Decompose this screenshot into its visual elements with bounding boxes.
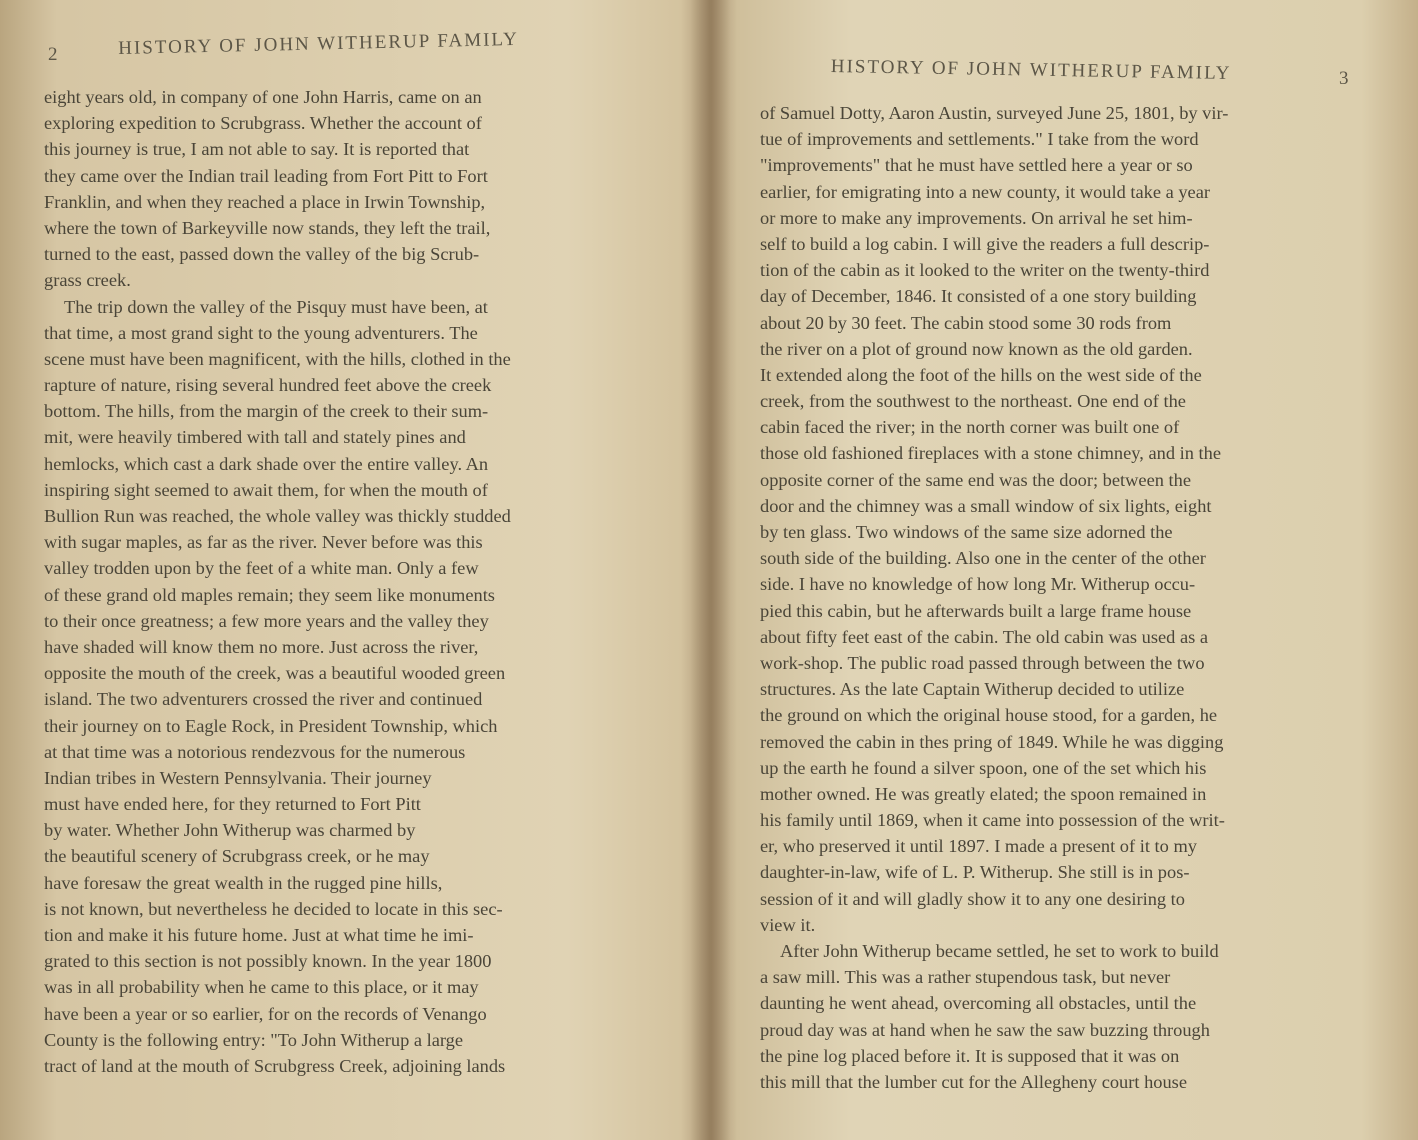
text-line: scene must have been magnificent, with the hills, clothed in the bbox=[44, 348, 511, 369]
text-line: tract of land at the mouth of Scrubgress Creek, adjoining lands bbox=[44, 1055, 506, 1076]
text-line: bottom. The hills, from the margin of the creek to their sum- bbox=[44, 401, 489, 422]
text-line: about 20 by 30 feet. The cabin stood some 30 rods from bbox=[760, 312, 1172, 333]
text-line: this journey is true, I am not able to say. It is reported that bbox=[44, 139, 470, 160]
text-line: opposite the mouth of the creek, was a beautiful wooded green bbox=[44, 663, 506, 684]
text-line: eight years old, in company of one John Harris, came on an bbox=[44, 87, 482, 107]
text-line: side. I have no knowledge of how long Mr. Witherup occu- bbox=[760, 574, 1196, 595]
text-line: mother owned. He was greatly elated; the spoon remained in bbox=[760, 783, 1207, 804]
text-line: to their once greatness; a few more years and the valley they bbox=[44, 610, 489, 631]
text-line: inspiring sight seemed to await them, for when the mouth of bbox=[44, 479, 488, 500]
text-line: mit, were heavily timbered with tall and stately pines and bbox=[44, 427, 466, 448]
text-line: session of it and will gladly show it to any one desiring to bbox=[760, 888, 1185, 909]
text-line: the river on a plot of ground now known as the old garden. bbox=[760, 338, 1193, 359]
text-line: After John Witherup became settled, he set to work to build bbox=[780, 941, 1219, 961]
text-line: have been a year or so earlier, for on the records of Venango bbox=[44, 1003, 487, 1024]
text-line: those old fashioned fireplaces with a stone chimney, and in the bbox=[760, 443, 1221, 464]
text-line: at that time was a notorious rendezvous for the numerous bbox=[44, 741, 466, 762]
text-line: of these grand old maples remain; they seem like monuments bbox=[44, 584, 495, 605]
text-line: or more to make any improvements. On arrival he set him- bbox=[760, 207, 1193, 228]
right-page bbox=[709, 0, 1418, 1140]
text-line: the ground on which the original house stood, for a garden, he bbox=[760, 705, 1218, 726]
text-line: Bullion Run was reached, the whole valley was thickly studded bbox=[44, 506, 511, 526]
text-line: Indian tribes in Western Pennsylvania. Their journey bbox=[44, 767, 432, 788]
text-line: island. The two adventurers crossed the river and continued bbox=[44, 689, 483, 710]
text-line: tue of improvements and settlements." I take from the word bbox=[760, 129, 1199, 150]
text-line: "improvements" that he must have settled here a year or so bbox=[760, 155, 1193, 176]
text-line: have shaded will know them no more. Just across the river, bbox=[44, 636, 479, 657]
text-line: day of December, 1846. It consisted of a one story building bbox=[760, 286, 1197, 307]
text-line: where the town of Barkeyville now stands, they left the trail, bbox=[44, 217, 491, 238]
text-line: is not known, but nevertheless he decided to locate in this sec- bbox=[44, 898, 503, 919]
text-line: their journey on to Eagle Rock, in President Township, which bbox=[44, 715, 498, 736]
text-line: that time, a most grand sight to the young adventurers. The bbox=[44, 322, 478, 343]
text-line: exploring expedition to Scrubgrass. Whether the account of bbox=[44, 113, 482, 134]
text-line: daunting he went ahead, overcoming all obstacles, until the bbox=[760, 993, 1197, 1014]
text-line: County is the following entry: "To John Witherup a large bbox=[44, 1029, 464, 1050]
text-line: by ten glass. Two windows of the same size adorned the bbox=[760, 522, 1173, 542]
text-line: door and the chimney was a small window of six lights, eight bbox=[760, 495, 1212, 516]
text-line: the pine log placed before it. It is supposed that it was on bbox=[760, 1045, 1180, 1066]
text-line: pied this cabin, but he afterwards built a large frame house bbox=[760, 600, 1192, 621]
right-page-body bbox=[760, 100, 1372, 1095]
text-line: removed the cabin in thes pring of 1849. While he was digging bbox=[760, 731, 1224, 752]
text-line: a saw mill. This was a rather stupendous task, but never bbox=[760, 967, 1171, 988]
text-line: by water. Whether John Witherup was charmed by bbox=[44, 820, 416, 841]
text-line: tion of the cabin as it looked to the writer on the twenty-third bbox=[760, 260, 1210, 281]
text-line: rapture of nature, rising several hundred feet above the creek bbox=[44, 375, 492, 396]
text-line: up the earth he found a silver spoon, one of the set which his bbox=[760, 757, 1207, 778]
text-line: opposite corner of the same end was the door; between the bbox=[760, 469, 1192, 490]
text-line: hemlocks, which cast a dark shade over the entire valley. An bbox=[44, 453, 489, 474]
left-running-head: HISTORY OF JOHN WITHERUP FAMILY bbox=[118, 28, 520, 59]
left-page-number: 2 bbox=[48, 44, 60, 65]
text-line: tion and make it his future home. Just at what time he imi- bbox=[44, 925, 474, 945]
text-line: work-shop. The public road passed through between the two bbox=[760, 652, 1205, 673]
text-line: his family until 1869, when it came into possession of the writ- bbox=[760, 810, 1225, 831]
text-line: cabin faced the river; in the north corner was built one of bbox=[760, 417, 1180, 438]
text-line: about fifty feet east of the cabin. The old cabin was used as a bbox=[760, 626, 1209, 647]
text-line: earlier, for emigrating into a new county, it would take a year bbox=[760, 181, 1211, 202]
text-line: self to build a log cabin. I will give the readers a full descrip- bbox=[760, 233, 1210, 254]
text-line: view it. bbox=[760, 914, 816, 935]
text-line: grated to this section is not possibly known. In the year 1800 bbox=[44, 951, 492, 972]
text-line: south side of the building. Also one in the center of the other bbox=[760, 548, 1206, 569]
text-line: the beautiful scenery of Scrubgrass creek, or he may bbox=[44, 846, 430, 867]
text-line: It extended along the foot of the hills on the west side of the bbox=[760, 364, 1202, 385]
text-line: must have ended here, for they returned to Fort Pitt bbox=[44, 794, 421, 815]
text-line: Franklin, and when they reached a place in Irwin Township, bbox=[44, 191, 486, 212]
text-line: of Samuel Dotty, Aaron Austin, surveyed June 25, 1801, by vir- bbox=[760, 103, 1229, 123]
text-line: er, who preserved it until 1897. I made a present of it to my bbox=[760, 836, 1197, 857]
text-line: they came over the Indian trail leading from Fort Pitt to Fort bbox=[44, 165, 488, 186]
text-line: was in all probability when he came to this place, or it may bbox=[44, 977, 479, 998]
right-page-number: 3 bbox=[1339, 68, 1351, 89]
text-line: with sugar maples, as far as the river. Never before was this bbox=[44, 532, 483, 553]
text-line: The trip down the valley of the Pisquy must have been, at bbox=[64, 296, 488, 317]
text-line: have foresaw the great wealth in the rugged pine hills, bbox=[44, 872, 443, 893]
text-line: this mill that the lumber cut for the Allegheny court house bbox=[760, 1071, 1187, 1092]
text-line: turned to the east, passed down the valley of the big Scrub- bbox=[44, 244, 480, 265]
text-line: valley trodden upon by the feet of a white man. Only a few bbox=[44, 558, 479, 579]
right-running-head: HISTORY OF JOHN WITHERUP FAMILY bbox=[830, 56, 1232, 84]
left-page-body bbox=[44, 84, 660, 1079]
text-line: creek, from the southwest to the northeast. One end of the bbox=[760, 391, 1186, 412]
text-line: daughter-in-law, wife of L. P. Witherup. She still is in pos- bbox=[760, 862, 1190, 883]
text-line: proud day was at hand when he saw the saw buzzing through bbox=[760, 1019, 1210, 1040]
text-line: structures. As the late Captain Witherup decided to utilize bbox=[760, 679, 1185, 700]
text-line: grass creek. bbox=[44, 270, 131, 291]
